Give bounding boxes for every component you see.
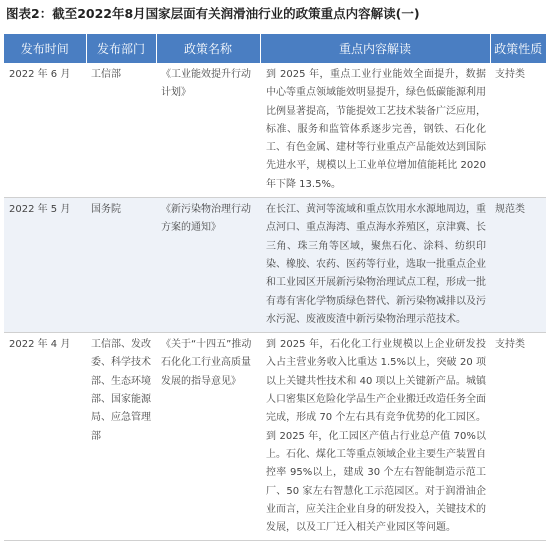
- cell-key-content: 在长江、黄河等流域和重点饮用水水源地周边，重点河口、重点海湾、重点海水养殖区，京津冀、长三角、珠三角等区域，聚焦石化、涂料、纺织印染、橡胶、农药、医药等行业，选取一批重点企业和工业园区开展新污染物治理试点工程，形成一批有毒有害化学物质绿色替代、新污染物减排以及污水污泥、废液废渣中新污染物治理示范技术。: [260, 198, 490, 333]
- cell-date: 2022 年 4 月: [4, 333, 86, 541]
- cell-key-content: 到 2025 年，重点工业行业能效全面提升，数据中心等重点领域能效明显提升，绿色低碳能源利用比例显著提高，节能提效工艺技术装备广泛应用，标准、服务和监管体系逐步完善，钢铁、石化化工、有色金属、建材等行业重点产品能效达到国际先进水平，规模以上工业单位增加值能耗比 2020 年下降 13.5%。: [260, 63, 490, 198]
- cell-department: 工信部: [86, 63, 156, 198]
- table-row: [4, 198, 546, 333]
- cell-policy-name: 《新污染物治理行动方案的通知》: [156, 198, 260, 333]
- header-policy-nature: 政策性质: [490, 34, 546, 63]
- cell-policy-nature: 支持类: [490, 333, 546, 541]
- policy-table: [4, 34, 546, 541]
- header-key-content: 重点内容解读: [260, 34, 490, 63]
- cell-policy-nature: 规范类: [490, 198, 546, 333]
- cell-policy-name: 《工业能效提升行动计划》: [156, 63, 260, 198]
- cell-date: 2022 年 6 月: [4, 63, 86, 198]
- table-row: [4, 333, 546, 541]
- cell-department: 国务院: [86, 198, 156, 333]
- figure-title: 图表2：截至2022年8月国家层面有关润滑油行业的政策重点内容解读(一): [6, 6, 420, 21]
- cell-department: 工信部、发改委、科学技术部、生态环境部、国家能源局、应急管理部: [86, 333, 156, 541]
- header-policy-name: 政策名称: [156, 34, 260, 63]
- table-row: [4, 63, 546, 198]
- cell-key-content: 到 2025 年，石化化工行业规模以上企业研发投入占主营业务收入比重达 1.5%以上，突破 20 项以上关键共性技术和 40 项以上关键新产品。城镇人口密集区危险化学品生产企业搬迁改造任务全面完成，形成 70 个左右具有竞争优势的化工园区。到 2025 年，化工园区产值占行业总产值 70%以上。石化、煤化工等重点领域企业主要生产装置自控率 95%以上，建成 30 个左右智能制造示范工厂、50 家左右智慧化工示范园区。对于润滑油企业而言，应关注企业自身的研发投入，关键技术的发展，以及工厂迁入相关产业园区等问题。: [260, 333, 490, 541]
- header-department: 发布部门: [86, 34, 156, 63]
- cell-date: 2022 年 5 月: [4, 198, 86, 333]
- cell-policy-name: 《关于“十四五”推动石化化工行业高质量发展的指导意见》: [156, 333, 260, 541]
- header-date: 发布时间: [4, 34, 86, 63]
- table-header-row: [4, 34, 546, 63]
- cell-policy-nature: 支持类: [490, 63, 546, 198]
